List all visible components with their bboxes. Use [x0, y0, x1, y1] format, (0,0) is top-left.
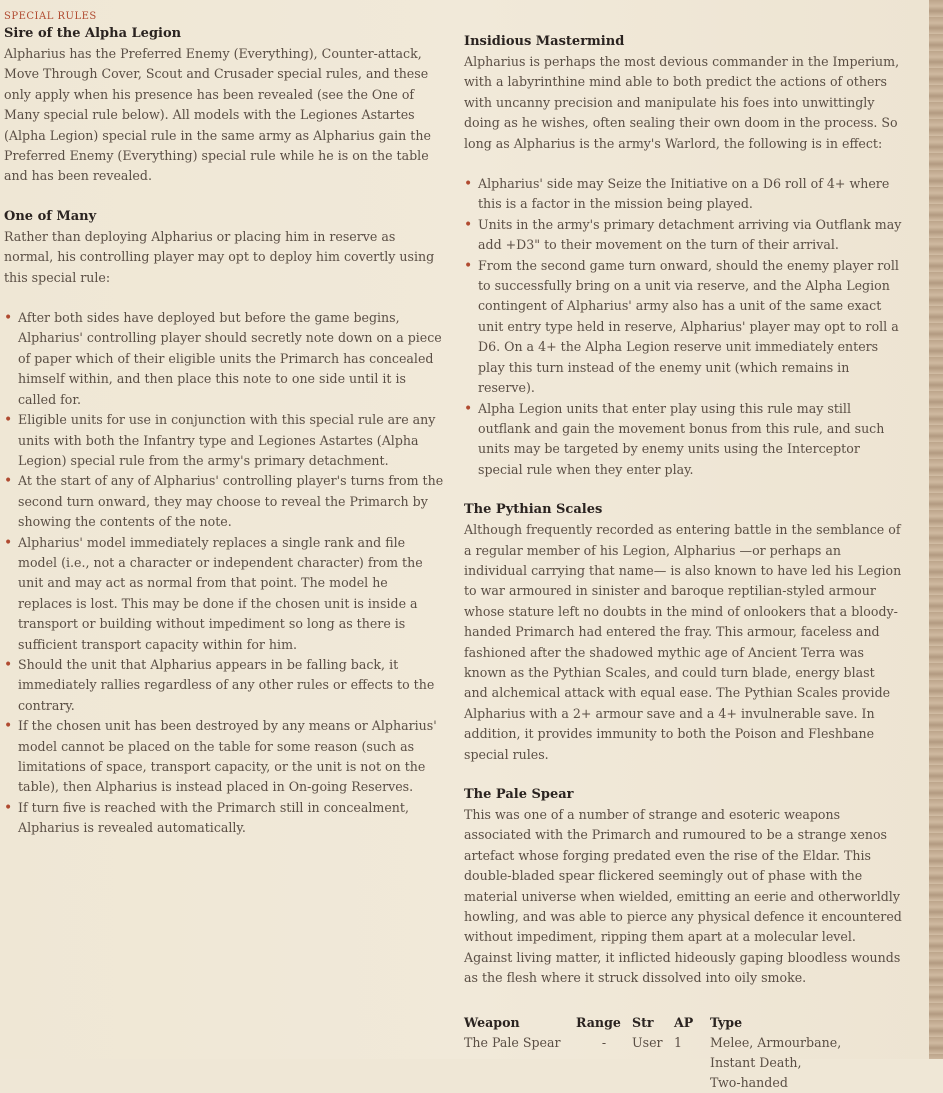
list-item: • Should the unit that Alpharius appears in be falling back, it immediately rallies regardless of any other rules or effects to the contrary.: [4, 655, 444, 716]
header-weapon: Weapon: [464, 1014, 520, 1030]
weapon-table-header-row: [464, 1013, 870, 1033]
list-item: • Alpharius' model immediately replaces a single rank and file model (i.e., not a character or independent character) from the unit and may act as normal from that point. The model he replaces is lost. This may be done if the chosen unit is inside a transport or building without impediment so long as there is sufficient transport capacity within for him.: [4, 533, 444, 655]
type-line: Melee, Armourbane,: [710, 1034, 842, 1050]
pale-spear-body: This was one of a number of strange and esoteric weapons associated with the Primarch and rumoured to be a strange xenos artefact whose forging predated even the rise of the Eldar. This double-bladed spear flickered seemingly out of phase with the material universe when wielded, emitting an eerie and otherworldly howling, and was able to pierce any physical defence it encountered without impediment, ripping them apart at a molecular level. Against living matter, it inflicted hideously gaping bloodless wounds as the flesh where it struck dissolved into oily smoke.: [464, 807, 902, 986]
sire-heading: Sire of the Alpha Legion: [4, 26, 182, 41]
list-item: • If the chosen unit has been destroyed by any means or Alpharius' model cannot be placed on the table for some reason (such as limitations of space, transport capacity, or the unit is not on the table), then Alpharius is instead placed in On-going Reserves.: [4, 716, 444, 798]
insidious-body: Alpharius is perhaps the most devious commander in the Imperium, with a labyrinthine mind able to both predict the actions of others with uncanny precision and manipulate his foes into unwittingly doing as he wishes, often sealing their own doom in the process. So long as Alpharius is the army's Warlord, the following is in effect:: [464, 54, 900, 151]
cell-str: User: [632, 1034, 663, 1050]
table-row: [464, 1033, 870, 1093]
list-item: • Alpha Legion units that enter play using this rule may still outflank and gain the movement bonus from this rule, and such units may be targeted by enemy units using the Interceptor special rule when they enter play.: [464, 399, 902, 481]
one-of-many-body: Rather than deploying Alpharius or placing him in reserve as normal, his controlling player may opt to deploy him covertly using this special rule:: [4, 228, 435, 285]
header-range: Range: [576, 1014, 621, 1030]
cell-weapon: The Pale Spear: [464, 1034, 561, 1050]
list-item: • Units in the army's primary detachment arriving via Outflank may add +D3" to their movement on the turn of their arrival.: [464, 215, 902, 256]
list-item: • At the start of any of Alpharius' controlling player's turns from the second turn onward, they may choose to reveal the Primarch by showing the contents of the note.: [4, 471, 444, 532]
list-item: • Eligible units for use in conjunction with this special rule are any units with both the Infantry type and Legiones Astartes (Alpha Legion) special rule from the army's primary detachment.: [4, 410, 444, 471]
header-str: Str: [632, 1014, 654, 1030]
insidious-heading: Insidious Mastermind: [464, 34, 625, 49]
list-item: • After both sides have deployed but before the game begins, Alpharius' controlling player should secretly note down on a piece of paper which of their eligible units the Primarch has concealed himself within, and then place this note to one side until it is called for.: [4, 308, 444, 410]
header-type: Type: [710, 1014, 743, 1030]
page-edge-decoration: [929, 0, 943, 1059]
list-item: • Alpharius' side may Seize the Initiative on a D6 roll of 4+ where this is a factor in the mission being played.: [464, 174, 902, 215]
pale-spear-heading: The Pale Spear: [464, 787, 574, 802]
type-line: Instant Death,: [710, 1054, 802, 1070]
list-item: • If turn five is reached with the Primarch still in concealment, Alpharius is revealed automatically.: [4, 798, 444, 839]
section-label: SPECIAL RULES: [4, 11, 97, 22]
one-of-many-list: [4, 308, 444, 839]
weapon-table: [464, 1013, 870, 1093]
pythian-heading: The Pythian Scales: [464, 502, 603, 518]
one-of-many-heading: One of Many: [4, 208, 97, 224]
type-line: Two-handed: [710, 1074, 788, 1090]
pythian-body: Although frequently recorded as entering battle in the semblance of a regular member of his Legion, Alpharius —or perhaps an individual carrying that name— is also known to have led his Legion to war armoured in sinister and baroque reptilian-styled armour whose stature left no doubts in the mind of onlookers that a bloody-handed Primarch had entered the fray. This armour, faceless and fashioned after the shadowed mythic age of Ancient Terra was known as the Pythian Scales, and could turn blade, energy blast and alchemical attack with equal ease. The Pythian Scales provide Alpharius with a 2+ armour save and a 4+ invulnerable save. In addition, it provides immunity to both the Poison and Fleshbane special rules.: [464, 522, 902, 762]
list-item: • From the second game turn onward, should the enemy player roll to successfully bring on a unit via reserve, and the Alpha Legion contingent of Alpharius' army also has a unit of the same exact unit entry type held in reserve, Alpharius' player may opt to roll a D6. On a 4+ the Alpha Legion reserve unit immediately enters play this turn instead of the enemy unit (which remains in reserve).: [464, 256, 902, 399]
insidious-list: [464, 174, 902, 480]
header-ap: AP: [674, 1014, 694, 1030]
cell-ap: 1: [674, 1034, 683, 1050]
left-column: [4, 10, 444, 839]
right-column: [464, 32, 902, 1093]
sire-body: Alpharius has the Preferred Enemy (Everything), Counter-attack, Move Through Cover, Scout and Crusader special rules, and these only apply when his presence has been revealed (see the One of Many special rule below). All models with the Legiones Astartes (Alpha Legion) special rule in the same army as Alpharius gain the Preferred Enemy (Everything) special rule while he is on the table and has been revealed.: [4, 46, 431, 184]
cell-range: -: [601, 1034, 607, 1050]
cell-type: [710, 1033, 870, 1093]
